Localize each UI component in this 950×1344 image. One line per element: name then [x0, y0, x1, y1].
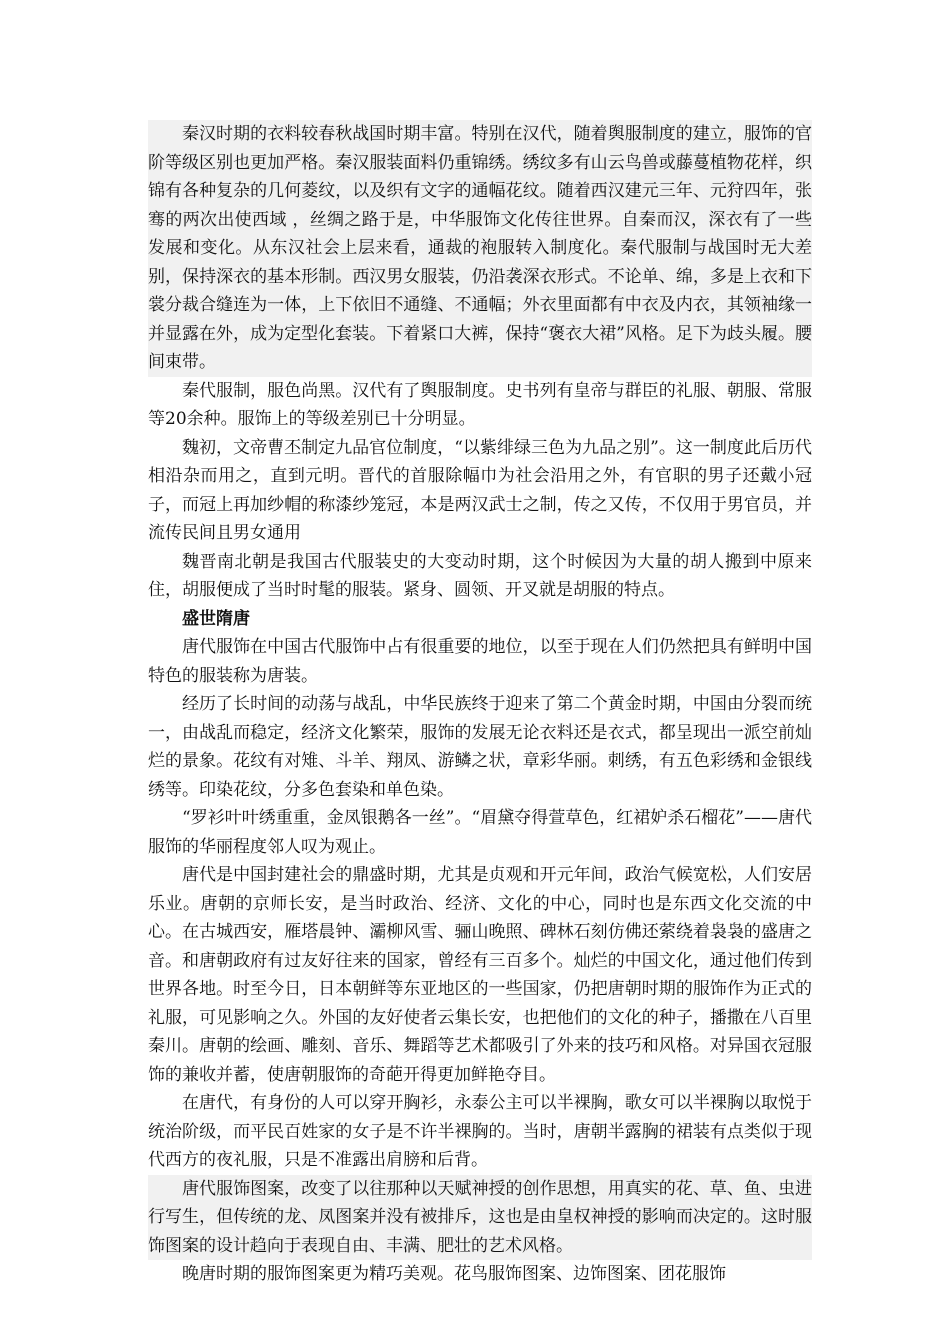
- paragraph-late-tang: 晚唐时期的服饰图案更为精巧美观。花鸟服饰图案、边饰图案、团花服饰: [182, 1264, 726, 1284]
- paragraph-tang-prosperity: 唐代是中国封建社会的鼎盛时期，尤其是贞观和开元年间，政治气候宽松，人们安居乐业。唐朝的京师长安，是当时政治、经济、文化的中心，同时也是东西文化交流的中心。在古城西安，雁塔晨钟、灞柳风雪、骊山晚照、碑林石刻仿佛还萦绕着袅袅的盛唐之音。和唐朝政府有过友好往来的国家，曾经有三百多个。灿烂的中国文化，通过他们传到世界各地。时至今日，日本朝鲜等东亚地区的一些国家，仍把唐朝时期的服饰作为正式的礼服，可见影响之久。外国的友好使者云集长安，也把他们的文化的种子，播撒在八百里秦川。唐朝的绘画、雕刻、音乐、舞蹈等艺术都吸引了外来的技巧和风格。对异国衣冠服饰的兼收并蓄，使唐朝服饰的奇葩开得更加鲜艳夺目。: [148, 865, 812, 1085]
- paragraph-qin-dress-code: 秦代服制，服色尚黑。汉代有了舆服制度。史书列有皇帝与群臣的礼服、朝服、常服等20余种。服饰上的等级差别已十分明显。: [148, 380, 812, 429]
- paragraph-tang-poem: “罗衫叶叶绣重重，金凤银鹅各一丝”。“眉黛夺得萱草色，红裙妒杀石榴花”——唐代服饰的华丽程度邻人叹为观止。: [148, 808, 812, 857]
- paragraph-qinhan-fabrics: 秦汉时期的衣料较春秋战国时期丰富。特别在汉代，随着舆服制度的建立，服饰的官阶等级区别也更加严格。秦汉服装面料仍重锦绣。绣纹多有山云鸟兽或藤蔓植物花样，织锦有各种复杂的几何菱纹，以及织有文字的通幅花纹。随着西汉建元三年、元狩四年，张骞的两次出使西域 ，丝绸之路于是，中华服饰文化传往世界。自秦而汉，深衣有了一些发展和变化。从东汉社会上层来看，通裁的袍服转入制度化。秦代服制与战国时无大差别，保持深衣的基本形制。西汉男女服装，仍沿袭深衣形式。不论单、绵，多是上衣和下裳分裁合缝连为一体，上下依旧不通缝、不通幅；外衣里面都有中衣及内衣，其领袖缘一并显露在外，成为定型化套装。下着紧口大裤，保持“褒衣大裙”风格。足下为歧头履。腰间束带。: [148, 120, 812, 377]
- paragraph-wei-nine-ranks: 魏初，文帝曹丕制定九品官位制度，“以紫绯绿三色为九品之别”。这一制度此后历代相沿杂而用之，直到元明。晋代的首服除幅巾为社会沿用之外，有官职的男子还戴小冠子，而冠上再加纱帽的称漆纱笼冠，本是两汉武士之制，传之又传，不仅用于男官员，并流传民间且男女通用: [148, 437, 812, 543]
- paragraph-weijin-hufu: 魏晋南北朝是我国古代服装史的大变动时期，这个时候因为大量的胡人搬到中原来住，胡服便成了当时时髦的服装。紧身、圆领、开叉就是胡服的特点。: [148, 551, 812, 600]
- paragraph-tang-open-dress: 在唐代，有身份的人可以穿开胸衫，永泰公主可以半裸胸，歌女可以半裸胸以取悦于统治阶级，而平民百姓家的女子是不许半裸胸的。当时，唐朝半露胸的裙装有点类似于现代西方的夜礼服，只是不准露出肩膀和后背。: [148, 1093, 812, 1170]
- paragraph-tang-importance: 唐代服饰在中国古代服饰中占有很重要的地位，以至于现在人们仍然把具有鲜明中国特色的服装称为唐装。: [148, 637, 812, 686]
- paragraph-tang-golden-age: 经历了长时间的动荡与战乱，中华民族终于迎来了第二个黄金时期，中国由分裂而统一，由战乱而稳定，经济文化繁荣，服饰的发展无论衣料还是衣式，都呈现出一派空前灿烂的景象。花纹有对雉、斗羊、翔凤、游鳞之状，章彩华丽。刺绣，有五色彩绣和金银线绣等。印染花纹，分多色套染和单色染。: [148, 694, 812, 800]
- document-body: [148, 120, 812, 1289]
- section-title-suitang: 盛世隋唐: [182, 608, 250, 629]
- paragraph-tang-patterns: 唐代服饰图案，改变了以往那种以天赋神授的创作思想，用真实的花、草、鱼、虫进行写生，但传统的龙、凤图案并没有被排斥，这也是由皇权神授的影响而决定的。这时服饰图案的设计趋向于表现自由、丰满、肥壮的艺术风格。: [148, 1175, 812, 1261]
